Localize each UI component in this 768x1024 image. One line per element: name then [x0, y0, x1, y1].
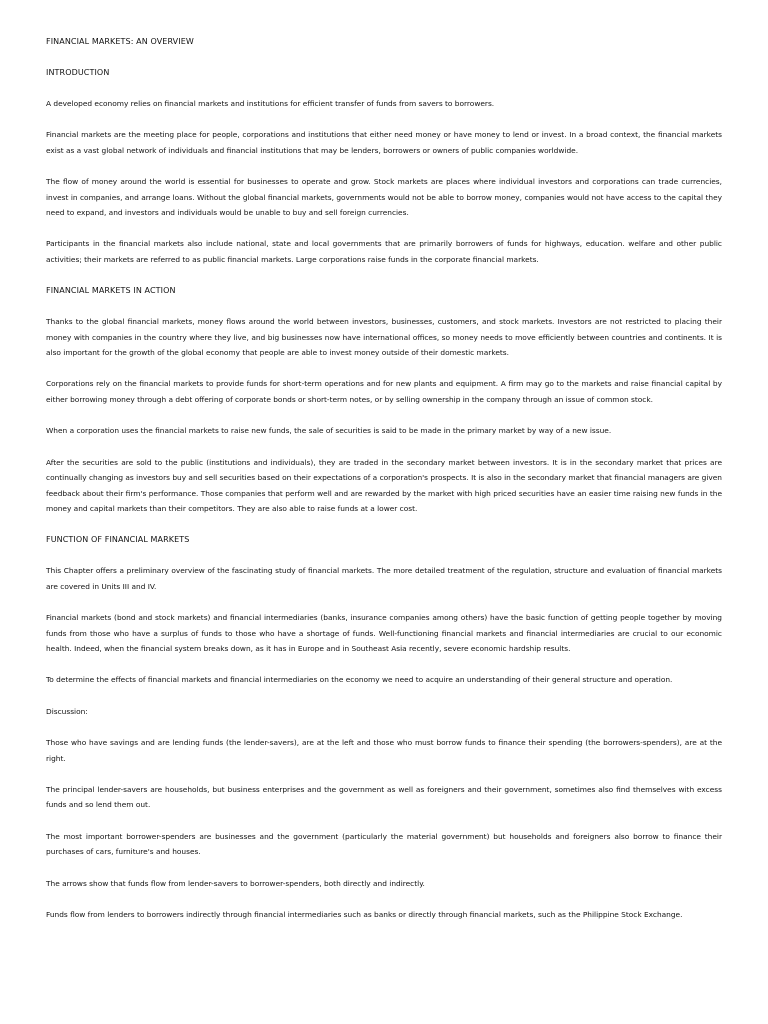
- document-title: FINANCIAL MARKETS: AN OVERVIEW: [46, 37, 194, 46]
- paragraph-discussion-label: Discussion:: [46, 706, 88, 716]
- paragraph: Corporations rely on the financial markets to provide funds for short-term operations and for new plants and equipment. A firm may go to the markets and raise financial capital by either borrowing money through a debt offering of corporate bonds or short-term notes, or by selling ownership in the company through an issue of common stock.: [46, 379, 722, 404]
- paragraph: To determine the effects of financial markets and financial intermediaries on the economy we need to acquire an understanding of their general structure and operation.: [46, 675, 673, 685]
- paragraph: After the securities are sold to the public (institutions and individuals), they are traded in the secondary market between investors. It is in the secondary market that prices are continually changing as investors buy and sell securities based on their expectations of a corporation's prospects. It is also in the secondary market that financial managers are given feedback about their firm's performance. Those companies that perform well and are rewarded by the market with high priced securities have an easier time raising new funds in the money and capital markets than their competitors. They are also able to raise funds at a lower cost.: [46, 457, 722, 513]
- paragraph: When a corporation uses the financial markets to raise new funds, the sale of securities is said to be made in the primary market by way of a new issue.: [46, 426, 612, 436]
- document-page: [46, 34, 722, 938]
- paragraph: Financial markets (bond and stock markets) and financial intermediaries (banks, insurance companies among others) have the basic function of getting people together by moving funds from those who have a surplus of funds to those who have a shortage of funds. Well-functioning financial markets and financial intermediaries are crucial to our economic health. Indeed, when the financial system breaks down, as it has in Europe and in Southeast Asia recently, severe economic hardship results.: [46, 613, 722, 653]
- paragraph: Those who have savings and are lending funds (the lender-savers), are at the left and those who must borrow funds to finance their spending (the borrowers-spenders), are at the right.: [46, 738, 722, 763]
- paragraph: The most important borrower-spenders are businesses and the government (particularly the material government) but households and foreigners also borrow to finance their purchases of cars, furniture's and houses.: [46, 831, 722, 857]
- section-heading-financial-markets-in-action: FINANCIAL MARKETS IN ACTION: [46, 286, 176, 296]
- paragraph: This Chapter offers a preliminary overview of the fascinating study of financial markets. The more detailed treatment of the regulation, structure and evaluation of financial markets are covered in Units III and IV.: [46, 566, 722, 591]
- paragraph: A developed economy relies on financial markets and institutions for efficient transfer of funds from savers to borrowers.: [46, 99, 495, 108]
- paragraph: Thanks to the global financial markets, money flows around the world between investors, businesses, customers, and stock markets. Investors are not restricted to placing their money with companies in the country where they live, and big businesses now have international offices, so money needs to move efficiently between countries and continents. It is also important for the growth of the global economy that people are able to invest money outside of their domestic markets.: [46, 317, 722, 358]
- paragraph: The arrows show that funds flow from lender-savers to borrower-spenders, both directly and indirectly.: [46, 878, 425, 888]
- paragraph: The flow of money around the world is essential for businesses to operate and grow. Stock markets are places where individual investors and corporations can trade currencies, invest in companies, and arrange loans. Without the global financial markets, governments would not be able to borrow money, companies would not have access to the capital they need to expand, and investors and individuals would be unable to buy and sell foreign currencies.: [46, 177, 722, 218]
- paragraph: Financial markets are the meeting place for people, corporations and institutions that either need money or have money to lend or invest. In a broad context, the financial markets exist as a vast global network of individuals and financial institutions that may be lenders, borrowers or owners of public companies worldwide.: [46, 130, 722, 155]
- section-heading-function-of-financial-markets: FUNCTION OF FINANCIAL MARKETS: [46, 535, 190, 545]
- paragraph: Funds flow from lenders to borrowers indirectly through financial intermediaries such as banks or directly through financial markets, such as the Philippine Stock Exchange.: [46, 910, 683, 919]
- section-heading-introduction: INTRODUCTION: [46, 68, 110, 77]
- paragraph: Participants in the financial markets also include national, state and local governments that are primarily borrowers of funds for highways, education. welfare and other public activities; their markets are referred to as public financial markets. Large corporations raise funds in the corporate financial markets.: [46, 239, 722, 264]
- paragraph: The principal lender-savers are households, but business enterprises and the government as well as foreigners and their government, sometimes also find themselves with excess funds and so lend them out.: [46, 784, 722, 810]
